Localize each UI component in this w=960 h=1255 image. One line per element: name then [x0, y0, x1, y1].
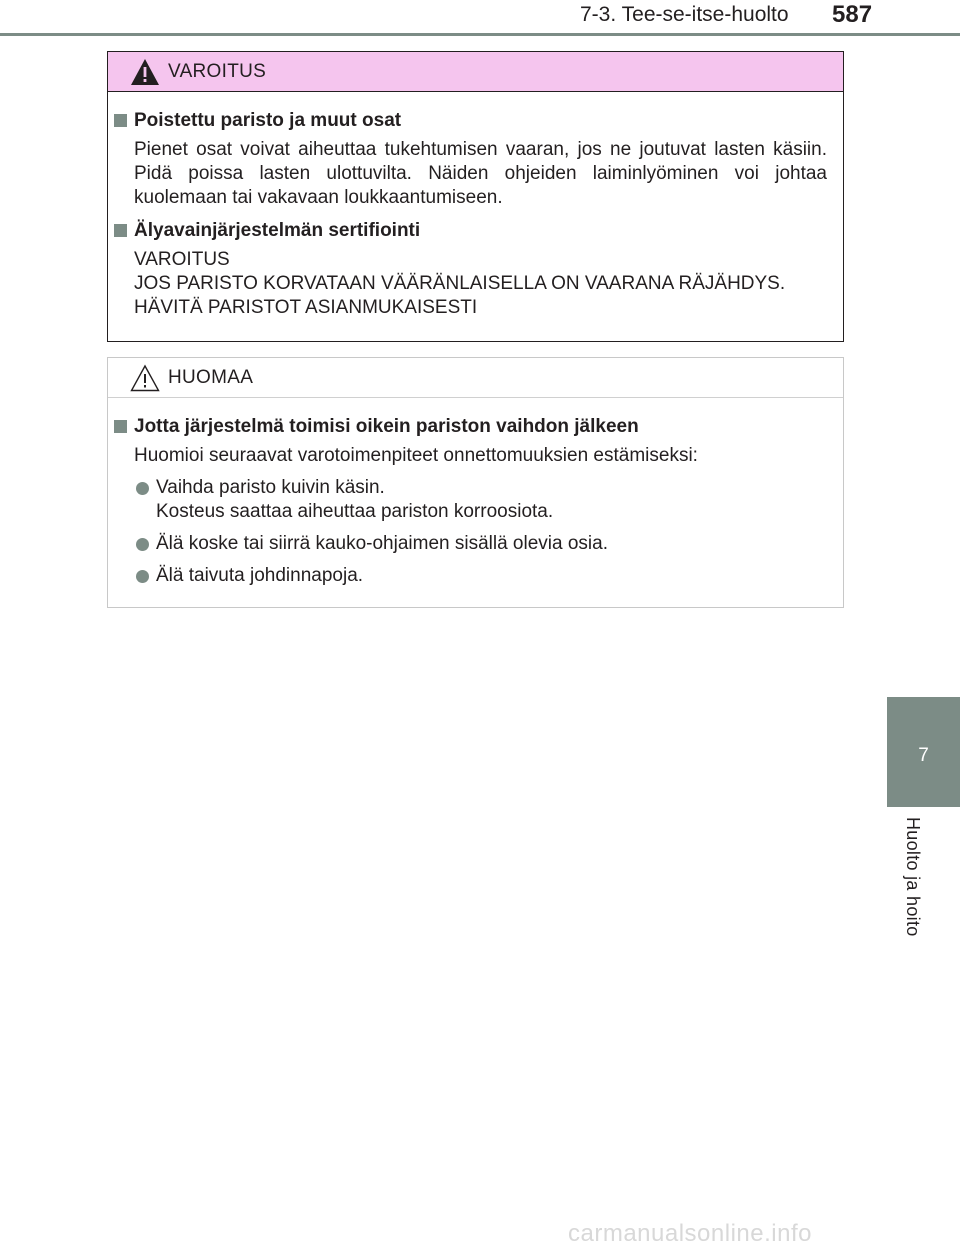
- item-text: [114, 248, 827, 320]
- notice-box-body: [108, 398, 843, 588]
- square-bullet-icon: [114, 114, 127, 127]
- bullet-line: Älä koske tai siirrä kauko-ohjaimen sisällä olevia osia.: [156, 533, 608, 554]
- header-rule: [0, 33, 960, 36]
- round-bullet-icon: [136, 570, 149, 583]
- bullet-line: Älä taivuta johdinnapoja.: [156, 565, 364, 586]
- text-line: HÄVITÄ PARISTOT ASIANMUKAISESTI: [134, 297, 478, 318]
- list-item: [114, 564, 827, 588]
- item-title: Älyavainjärjestelmän sertifiointi: [134, 220, 421, 241]
- warning-triangle-icon: [130, 58, 160, 86]
- notice-box-header: [108, 358, 843, 398]
- warning-box-header: [108, 52, 843, 92]
- warning-box: [107, 51, 844, 342]
- square-bullet-icon: [114, 224, 127, 237]
- page-header: [0, 0, 960, 40]
- bullet-line: Vaihda paristo kuivin käsin.: [156, 477, 385, 498]
- text-line: VAROITUS: [134, 249, 230, 270]
- item-title: Poistettu paristo ja muut osat: [134, 110, 402, 131]
- list-item: [114, 476, 827, 524]
- warning-item: [114, 218, 827, 320]
- caution-triangle-icon: [130, 364, 160, 392]
- bullet-line: Kosteus saattaa aiheuttaa pariston korroosiota.: [156, 501, 554, 522]
- warning-box-body: [108, 92, 843, 320]
- text-line: JOS PARISTO KORVATAAN VÄÄRÄNLAISELLA ON VAARANA RÄJÄHDYS.: [134, 273, 786, 294]
- chapter-label: Huolto ja hoito: [903, 817, 923, 937]
- notice-box-title: HUOMAA: [168, 367, 254, 388]
- round-bullet-icon: [136, 538, 149, 551]
- notice-box: [107, 357, 844, 608]
- chapter-tab: [887, 697, 960, 807]
- round-bullet-icon: [136, 482, 149, 495]
- notice-item: [114, 414, 827, 588]
- section-title: 7-3. Tee-se-itse-huolto: [580, 3, 789, 26]
- item-title: Jotta järjestelmä toimisi oikein pariston vaihdon jälkeen: [134, 416, 639, 437]
- chapter-number: 7: [918, 745, 929, 766]
- page-number: 587: [832, 1, 873, 28]
- warning-box-title: VAROITUS: [168, 61, 267, 82]
- item-text: Huomioi seuraavat varotoimenpiteet onnettomuuksien estämiseksi:: [134, 445, 698, 466]
- warning-item: [114, 108, 827, 210]
- list-item: [114, 532, 827, 556]
- watermark: carmanualsonline.info: [568, 1220, 812, 1247]
- square-bullet-icon: [114, 420, 127, 433]
- item-text: Pienet osat voivat aiheuttaa tukehtumisen vaaran, jos ne joutuvat lasten käsiin. Pidä poissa lasten ulottuvilta. Näiden ohjeiden laiminlyöminen voi johtaa kuolemaan tai vakavaan loukkaantumiseen.: [134, 139, 827, 208]
